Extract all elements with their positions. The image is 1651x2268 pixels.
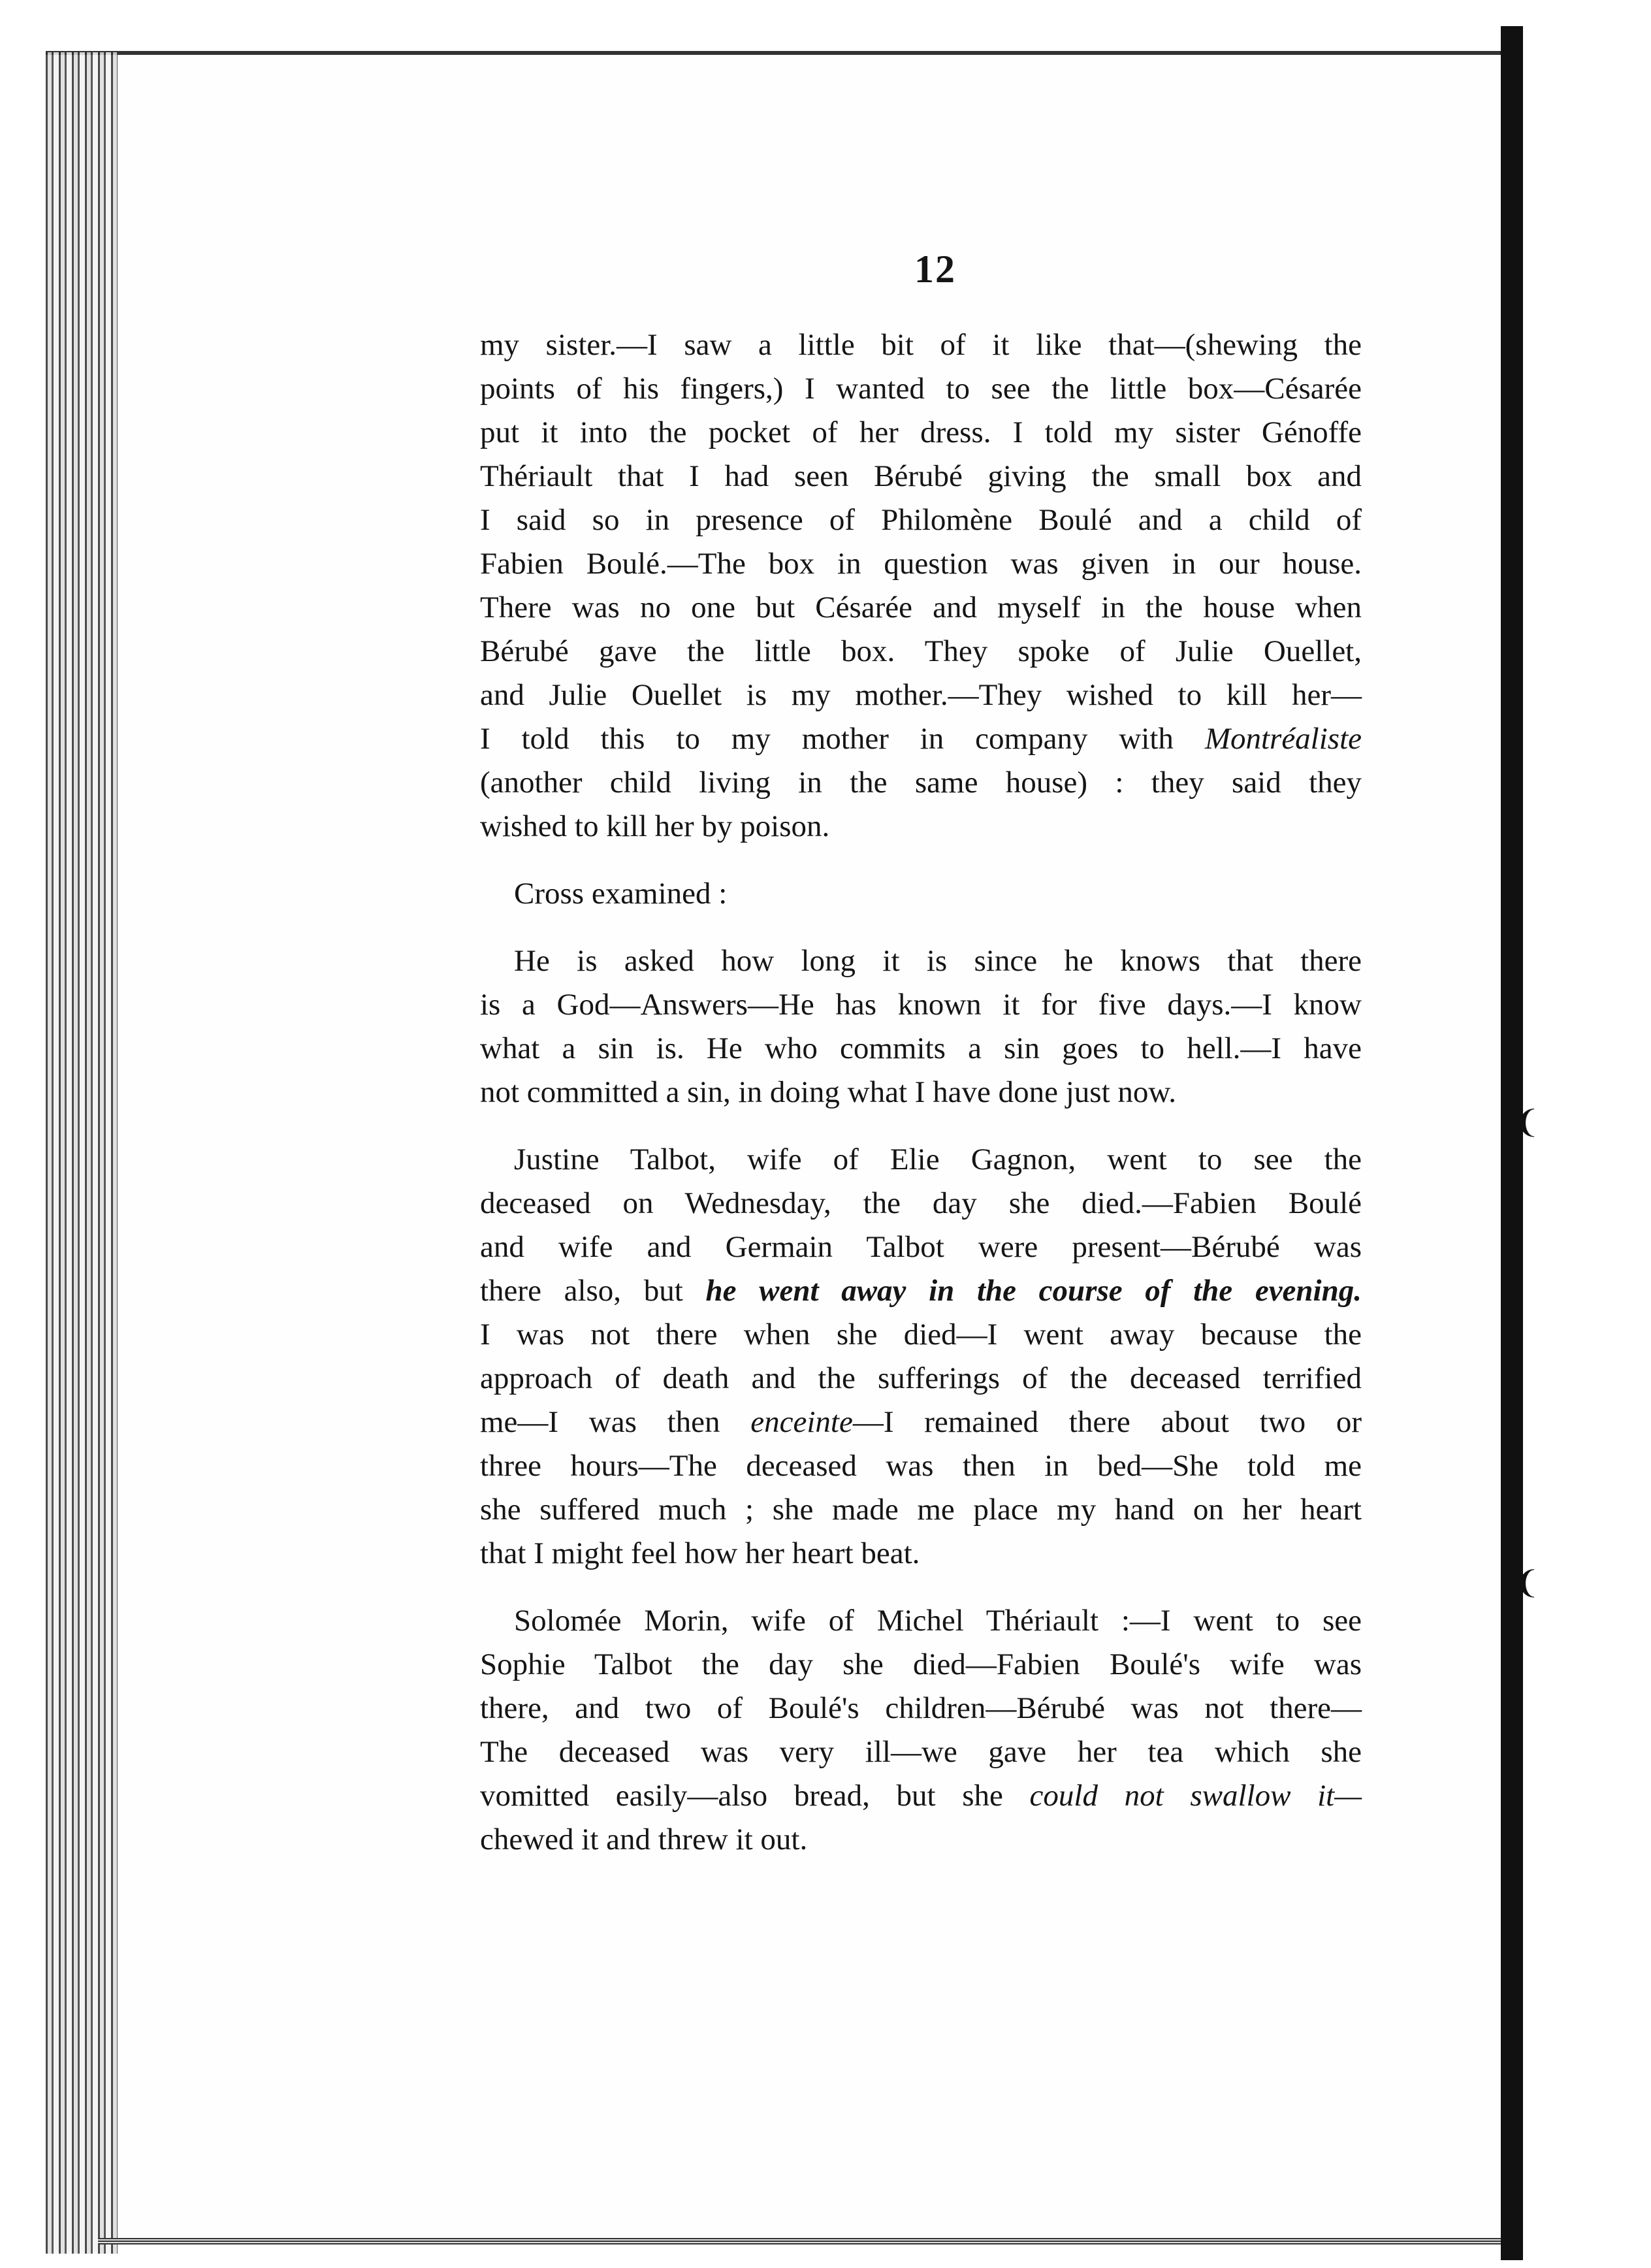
scan-bottom-edge — [98, 2238, 1502, 2244]
margin-mark-icon: ❨ — [1514, 1105, 1541, 1140]
text-line: she suffered much ; she made me place my hand on her heart — [480, 1493, 1362, 1527]
right-gutter-edge — [1501, 26, 1523, 2260]
text-line: points of his fingers,) I wanted to see the little box—Césarée — [480, 372, 1362, 406]
italic-phrase: could not swallow it— — [1029, 1779, 1362, 1813]
text-line: Thériault that I had seen Bérubé giving the small box and — [480, 459, 1362, 493]
text-line: and Julie Ouellet is my mother.—They wished to kill her— — [480, 678, 1362, 712]
italic-name: Montréaliste — [1204, 722, 1362, 756]
text-line: three hours—The deceased was then in bed—She told me — [480, 1449, 1362, 1483]
text-line: put it into the pocket of her dress. I told my sister Génoffe — [480, 415, 1362, 449]
text-line: Bérubé gave the little box. They spoke of Julie Ouellet, — [480, 634, 1362, 668]
text-line: deceased on Wednesday, the day she died.—Fabien Boulé — [480, 1186, 1362, 1220]
book-binding-edge — [46, 52, 118, 2254]
text-line: The deceased was very ill—we gave her tea which she — [480, 1735, 1362, 1769]
text-segment: —I remained there about two or — [852, 1405, 1362, 1439]
text-line: There was no one but Césarée and myself in the house when — [480, 591, 1362, 624]
heading-text: Cross examined : — [514, 877, 728, 911]
text-line: Justine Talbot, wife of Elie Gagnon, went to see the — [514, 1142, 1362, 1176]
text-line: chewed it and threw it out. — [480, 1822, 808, 1856]
text-line: Sophie Talbot the day she died—Fabien Boulé's wife was — [480, 1647, 1362, 1681]
text-line: approach of death and the sufferings of the deceased terrified — [480, 1361, 1362, 1395]
text-line: that I might feel how her heart beat. — [480, 1536, 920, 1570]
text-segment: there also, but — [480, 1274, 683, 1308]
text-line: Fabien Boulé.—The box in question was given in our house. — [480, 547, 1362, 581]
page-number: 12 — [914, 248, 956, 291]
margin-mark-icon: ❨ — [1514, 1566, 1541, 1600]
paragraph-justine-talbot — [480, 1138, 1362, 1576]
text-line: there, and two of Boulé's children—Bérubé was not there— — [480, 1691, 1362, 1725]
italic-word: enceinte — [750, 1405, 853, 1439]
text-line: I said so in presence of Philomène Boulé and a child of — [480, 503, 1362, 537]
paragraph-testimony-1 — [480, 323, 1362, 849]
text-line-mixed — [480, 1269, 1362, 1313]
text-line: not committed a sin, in doing what I have done just now. — [480, 1075, 1177, 1109]
text-line: is a God—Answers—He has known it for five days.—I know — [480, 988, 1362, 1022]
text-line: what a sin is. He who commits a sin goes to hell.—I have — [480, 1031, 1362, 1065]
text-line-mixed — [480, 717, 1362, 761]
text-line: Solomée Morin, wife of Michel Thériault :—I went to see — [514, 1604, 1362, 1638]
text-line-mixed — [480, 1774, 1362, 1818]
page-body — [480, 323, 1362, 1862]
text-line-mixed — [480, 1401, 1362, 1444]
text-segment: vomitted easily—also bread, but she — [480, 1779, 1003, 1813]
text-segment: I told this to my mother in company with — [480, 722, 1174, 756]
italic-phrase: he went away in the course of the evening. — [705, 1274, 1362, 1308]
text-line: I was not there when she died—I went away because the — [480, 1318, 1362, 1352]
text-line: wished to kill her by poison. — [480, 809, 830, 843]
text-segment: me—I was then — [480, 1405, 720, 1439]
text-line: He is asked how long it is since he knows that there — [514, 944, 1362, 978]
text-line: (another child living in the same house) : they said they — [480, 766, 1362, 800]
paragraph-solomee-morin — [480, 1599, 1362, 1862]
paragraph-cross-examination — [480, 939, 1362, 1114]
text-line: and wife and Germain Talbot were present—Bérubé was — [480, 1230, 1362, 1264]
text-line: my sister.—I saw a little bit of it like that—(shewing the — [480, 328, 1362, 362]
section-heading-cross-examined — [480, 872, 1362, 916]
